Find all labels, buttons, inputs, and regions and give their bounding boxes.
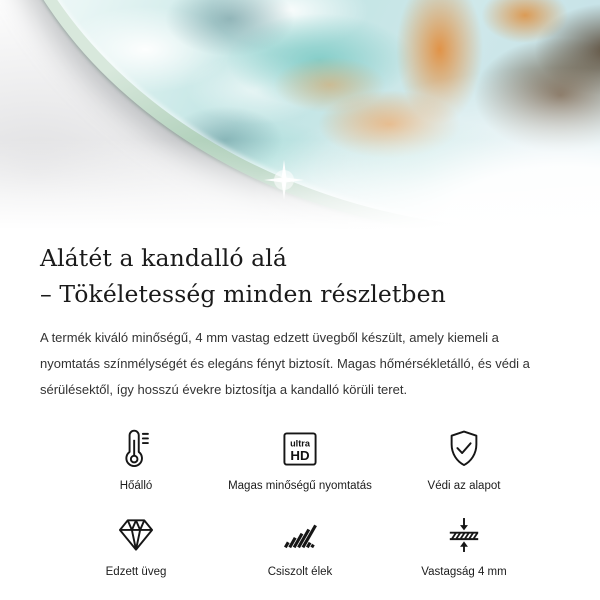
feature-label: Hőálló [119, 480, 153, 492]
shield-check-icon [442, 427, 486, 471]
ultra-hd-icon-text-bottom: HD [290, 448, 310, 463]
title-line-1: Alátét a kandalló alá [40, 244, 287, 272]
feature-thickness-4mm [382, 513, 546, 578]
feature-label: Magas minőségű nyomtatás [228, 480, 372, 492]
product-photo [0, 0, 600, 232]
product-copy [0, 240, 600, 578]
feature-heat-resistant [54, 427, 218, 492]
feature-protects-base [382, 427, 546, 492]
polished-edges-icon [278, 513, 322, 557]
feature-tempered-glass [54, 513, 218, 578]
title-line-2: – Tökéletesség minden részletben [40, 280, 446, 308]
ultra-hd-icon-text-top: ultra [290, 438, 310, 449]
feature-high-quality-print [218, 427, 382, 492]
feature-label: Vastagság 4 mm [421, 566, 507, 578]
thermometer-icon [114, 427, 158, 471]
thickness-4mm-icon [442, 513, 486, 557]
features-grid [40, 427, 560, 578]
feature-label: Védi az alapot [427, 480, 501, 492]
page-title [40, 240, 560, 312]
sparkle-glint-icon [262, 158, 306, 202]
feature-label: Edzett üveg [105, 566, 167, 578]
diamond-icon [114, 513, 158, 557]
ultra-hd-icon [278, 427, 322, 471]
feature-polished-edges [218, 513, 382, 578]
product-description: A termék kiváló minőségű, 4 mm vastag edzett üvegből készült, amely kiemeli a nyomtatás színmélységét és elegáns fényt biztosít. Magas hőmérsékletálló, és védi a sérülésektől, így hosszú évekre biztosítja a kandalló körüli teret. [40, 330, 530, 397]
feature-label: Csiszolt élek [267, 566, 333, 578]
